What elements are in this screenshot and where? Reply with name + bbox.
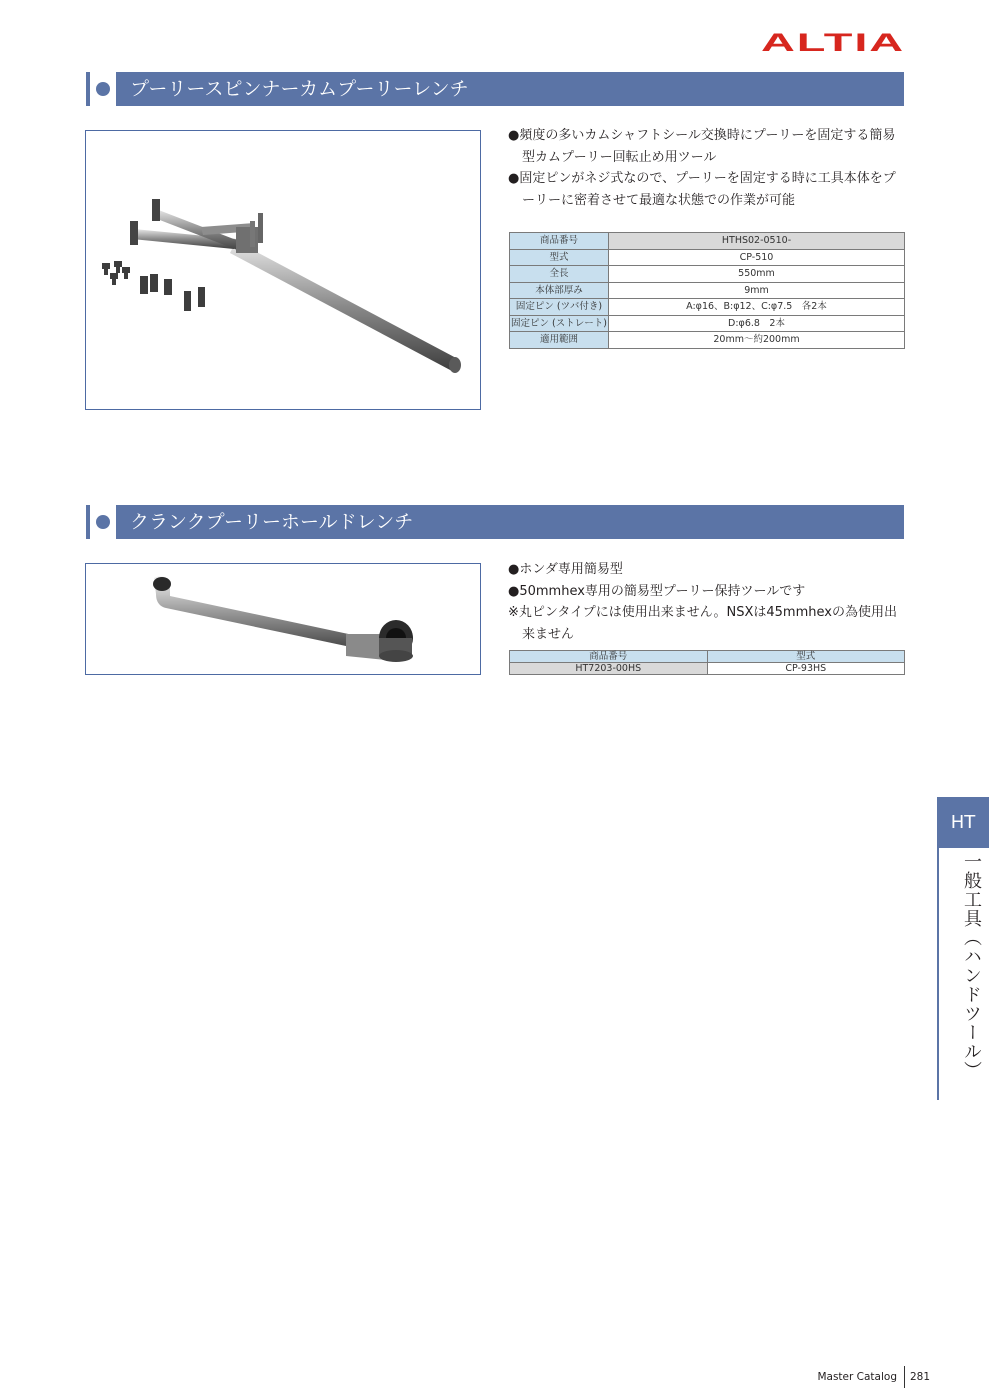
section-1-header xyxy=(86,72,904,106)
crank-pulley-wrench-illustration xyxy=(86,564,480,674)
section-1-description xyxy=(508,125,906,211)
spec-value: CP-510 xyxy=(609,249,905,266)
catalog-name: Master Catalog xyxy=(817,1371,897,1383)
section-2-title: クランクプーリーホールドレンチ xyxy=(116,505,904,539)
logo-text: ALTIA xyxy=(761,30,905,54)
spec-value: D:φ6.8 2本 xyxy=(609,315,905,332)
spec-label: 適用範囲 xyxy=(510,332,609,349)
table-header-row xyxy=(510,651,905,663)
section-1-title: プーリースピンナーカムプーリーレンチ xyxy=(116,72,904,106)
section-2-header xyxy=(86,505,904,539)
footer-separator xyxy=(904,1366,905,1388)
cam-pulley-wrench-illustration xyxy=(86,131,480,409)
table-row xyxy=(510,299,905,316)
spec-label: 商品番号 xyxy=(510,233,609,250)
spec-table-cp510 xyxy=(509,232,905,349)
spec-value: 550mm xyxy=(609,266,905,283)
table-row xyxy=(510,266,905,283)
header-accent-bar xyxy=(86,505,90,539)
bullet-text: ●頻度の多いカムシャフトシール交換時にプーリーを固定する簡易型カムプーリー回転止め用ツール xyxy=(508,128,896,165)
side-category-label: 一般工具（ハンドツール） xyxy=(961,852,982,1080)
altia-logo xyxy=(760,30,906,54)
table-row xyxy=(510,282,905,299)
spec-label: 型式 xyxy=(510,249,609,266)
product-photo-cam-pulley-wrench xyxy=(85,130,481,410)
spec-value: HT7203-00HS xyxy=(510,663,708,675)
table-row xyxy=(510,315,905,332)
side-tab-ht[interactable]: HT xyxy=(937,797,989,848)
note-text: ※丸ピンタイプには使用出来ません。NSXは45mmhexの為使用出来ません xyxy=(508,605,897,642)
spec-table-cp93hs xyxy=(509,650,905,675)
page-footer xyxy=(800,1369,930,1387)
bullet-text: ●固定ピンがネジ式なので、プーリーを固定する時に工具本体をプーリーに密着させて最適な状態での作業が可能 xyxy=(508,171,896,208)
spec-label: 固定ピン (ツバ付き) xyxy=(510,299,609,316)
spec-value: CP-93HS xyxy=(707,663,905,675)
table-row xyxy=(510,249,905,266)
bullet-text: ●ホンダ専用簡易型 xyxy=(508,562,623,577)
spec-value: HTHS02-0510- xyxy=(609,233,905,250)
table-row xyxy=(510,332,905,349)
header-accent-bar xyxy=(86,72,90,106)
table-row xyxy=(510,233,905,250)
header-bullet-icon xyxy=(96,82,110,96)
product-photo-crank-pulley-wrench xyxy=(85,563,481,675)
spec-value: 9mm xyxy=(609,282,905,299)
spec-label: 全長 xyxy=(510,266,609,283)
section-2-description xyxy=(508,559,906,645)
spec-value: A:φ16、B:φ12、C:φ7.5 各2本 xyxy=(609,299,905,316)
table-row xyxy=(510,663,905,675)
spec-label: 本体部厚み xyxy=(510,282,609,299)
header-bullet-icon xyxy=(96,515,110,529)
page-number: 281 xyxy=(909,1371,930,1383)
spec-value: 20mm～約200mm xyxy=(609,332,905,349)
side-divider xyxy=(937,848,939,1100)
spec-label: 固定ピン (ストレート) xyxy=(510,315,609,332)
column-header: 商品番号 xyxy=(510,651,708,663)
column-header: 型式 xyxy=(707,651,905,663)
bullet-text: ●50mmhex専用の簡易型プーリー保持ツールです xyxy=(508,583,806,599)
